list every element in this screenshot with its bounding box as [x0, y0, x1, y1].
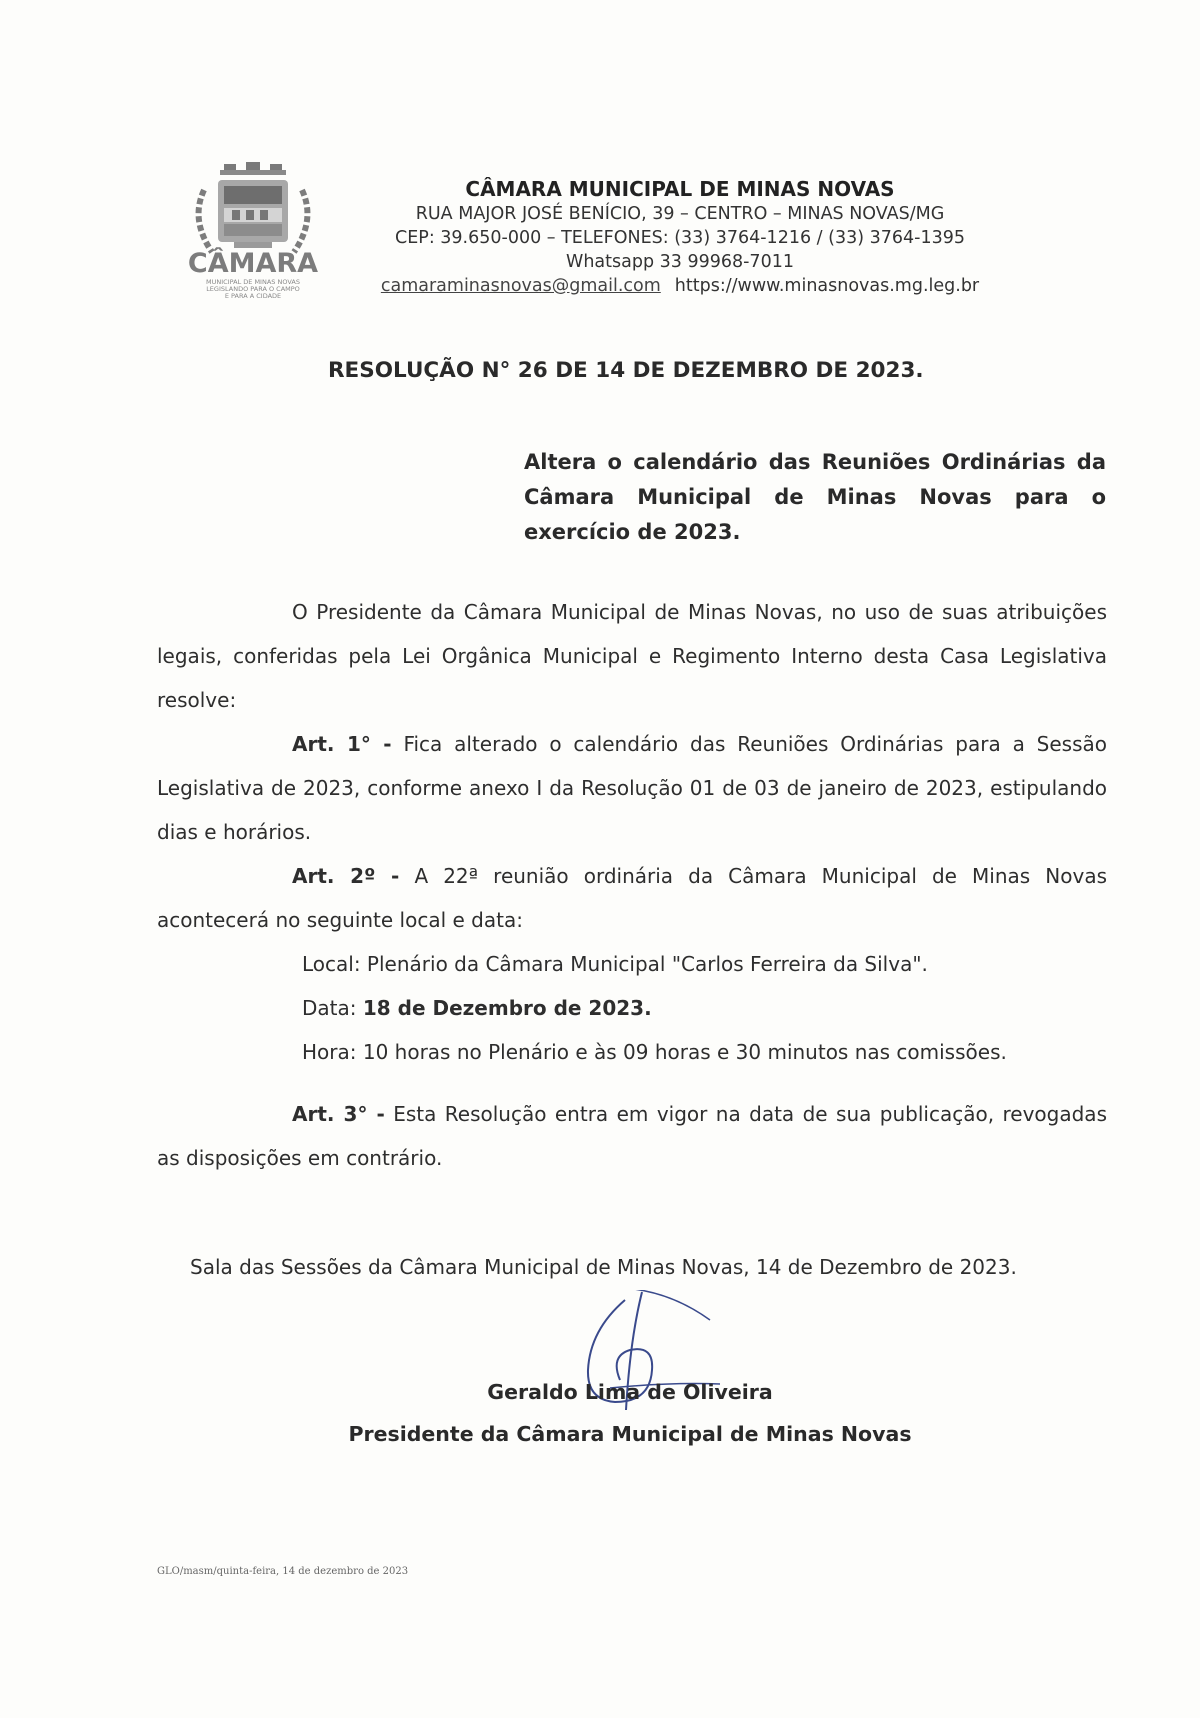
closing-line: Sala das Sessões da Câmara Municipal de Minas Novas, 14 de Dezembro de 2023. [190, 1255, 1017, 1279]
preamble-paragraph: O Presidente da Câmara Municipal de Minas Novas, no uso de suas atribuições legais, conferidas pela Lei Orgânica Municipal e Regimento Interno desta Casa Legislativa resolve: [157, 600, 1107, 712]
whatsapp-line: Whatsapp 33 99968-7011 [566, 252, 794, 272]
contact-line [380, 274, 980, 298]
resolution-summary: Altera o calendário das Reuniões Ordinárias da Câmara Municipal de Minas Novas para o exercício de 2023. [524, 450, 1106, 544]
handwritten-signature [570, 1290, 750, 1430]
signer-name: Geraldo Lima de Oliveira [487, 1380, 773, 1404]
email-link[interactable]: camaraminasnovas@gmail.com [380, 276, 661, 296]
institution-name: CÂMARA MUNICIPAL DE MINAS NOVAS [465, 177, 895, 201]
signer-role: Presidente da Câmara Municipal de Minas Novas [348, 1422, 912, 1446]
meeting-date-label: Data: [302, 996, 363, 1020]
svg-text:LEGISLANDO PARA O CAMPO: LEGISLANDO PARA O CAMPO [206, 285, 300, 293]
resolution-title: RESOLUÇÃO N° 26 DE 14 DE DEZEMBRO DE 2023. [328, 358, 924, 383]
article-2-label: Art. 2º - [292, 864, 400, 888]
camara-logo [182, 160, 332, 300]
address-line: RUA MAJOR JOSÉ BENÍCIO, 39 – CENTRO – MINAS NOVAS/MG [415, 204, 945, 224]
meeting-time: Hora: 10 horas no Plenário e às 09 horas e 30 minutos nas comissões. [302, 1040, 1007, 1064]
article-1 [157, 722, 1107, 854]
website-link[interactable]: https://www.minasnovas.mg.leg.br [674, 276, 980, 296]
svg-text:E PARA A CIDADE: E PARA A CIDADE [224, 292, 282, 300]
footer-reference: GLO/masm/quinta-feira, 14 de dezembro de 2023 [157, 1566, 409, 1577]
article-1-label: Art. 1° - [292, 732, 392, 756]
cep-phones-line: CEP: 39.650-000 – TELEFONES: (33) 3764-1216 / (33) 3764-1395 [395, 228, 965, 248]
meeting-date-value: 18 de Dezembro de 2023. [362, 996, 652, 1020]
logo-wordmark: CÂMARA [187, 248, 319, 279]
resolution-body [157, 590, 1107, 1180]
article-2 [157, 854, 1107, 942]
article-1-text: Fica alterado o calendário das Reuniões Ordinárias para a Sessão Legislativa de 2023, conforme anexo I da Resolução 01 de 03 de janeiro de 2023, estipulando dias e horários. [157, 732, 1107, 844]
camara-crest-icon [182, 160, 332, 300]
svg-text:MUNICIPAL DE MINAS NOVAS: MUNICIPAL DE MINAS NOVAS [206, 278, 300, 286]
article-3-label: Art. 3° - [292, 1102, 385, 1126]
article-3-text: Esta Resolução entra em vigor na data de sua publicação, revogadas as disposições em contrário. [157, 1102, 1107, 1170]
letterhead [380, 176, 980, 298]
meeting-date [157, 986, 1107, 1030]
meeting-location: Local: Plenário da Câmara Municipal "Carlos Ferreira da Silva". [302, 952, 928, 976]
article-3 [157, 1092, 1107, 1180]
article-2-text: A 22ª reunião ordinária da Câmara Municipal de Minas Novas acontecerá no seguinte local e data: [157, 864, 1108, 932]
